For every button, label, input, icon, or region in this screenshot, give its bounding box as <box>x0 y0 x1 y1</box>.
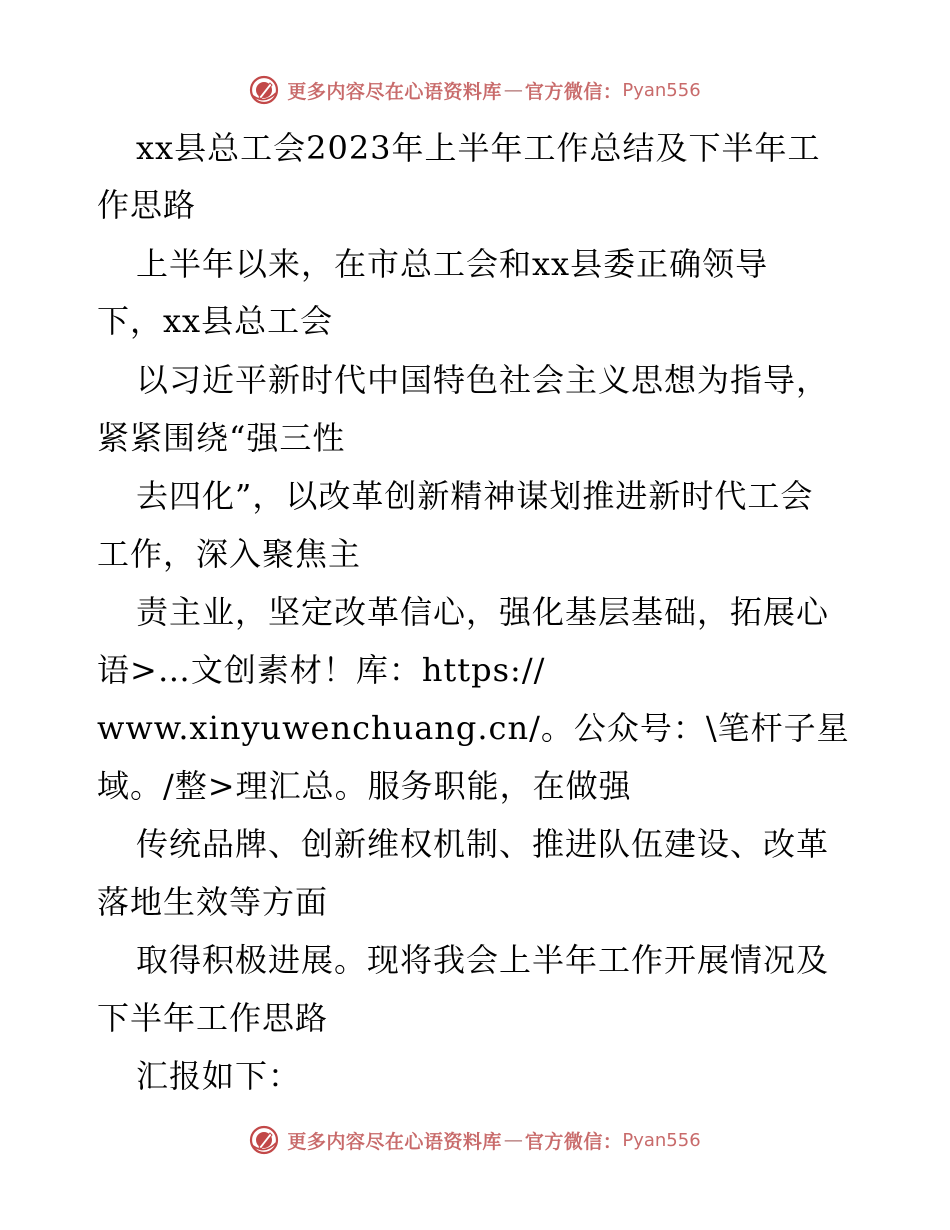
paragraph-line: www.xinyuwenchuang.cn/。公众号：\笔杆子星 <box>97 709 850 747</box>
document-title-line-2: 作思路 <box>97 186 197 224</box>
paragraph-line: 紧紧围绕“强三性 <box>97 419 346 457</box>
paragraph-line: 下，xx县总工会 <box>97 302 334 340</box>
quill-circle-logo-icon <box>249 1125 279 1155</box>
watermark-brand-text: 更多内容尽在心语资料库 <box>287 1130 502 1153</box>
paragraph-line: 责主业，坚定改革信心，强化基层基础，拓展心 <box>136 593 830 631</box>
watermark-brand-text: 更多内容尽在心语资料库 <box>287 80 502 103</box>
watermark-separator: — <box>503 1129 523 1151</box>
footer-watermark <box>0 1118 950 1162</box>
paragraph-line: 传统品牌、创新维权机制、推进队伍建设、改革 <box>136 825 830 863</box>
paragraph-line: 工作，深入聚焦主 <box>97 535 362 573</box>
paragraph-line: 上半年以来，在市总工会和xx县委正确领导 <box>136 245 769 283</box>
paragraph-line: 以习近平新时代中国特色社会主义思想为指导， <box>136 361 830 399</box>
header-watermark <box>0 68 950 112</box>
watermark-wechat-label: 官方微信： <box>524 1130 623 1153</box>
document-title-line-1: xx县总工会2023年上半年工作总结及下半年工 <box>136 129 821 167</box>
paragraph-line: 下半年工作思路 <box>97 999 329 1037</box>
watermark-separator: — <box>503 79 523 101</box>
quill-circle-logo-icon <box>249 75 279 105</box>
watermark-wechat-id: Pyan556 <box>622 1129 701 1151</box>
paragraph-line: 域。/整>理汇总。服务职能，在做强 <box>97 767 632 805</box>
paragraph-line: 去四化”，以改革创新精神谋划推进新时代工会 <box>136 477 814 515</box>
paragraph-line: 汇报如下： <box>136 1057 302 1095</box>
paragraph-line: 落地生效等方面 <box>97 883 329 921</box>
watermark-wechat-label: 官方微信： <box>524 80 623 103</box>
paragraph-line: 取得积极进展。现将我会上半年工作开展情况及 <box>136 941 830 979</box>
paragraph-line: 语>…文创素材！库：https:// <box>97 651 546 689</box>
watermark-wechat-id: Pyan556 <box>622 79 701 101</box>
